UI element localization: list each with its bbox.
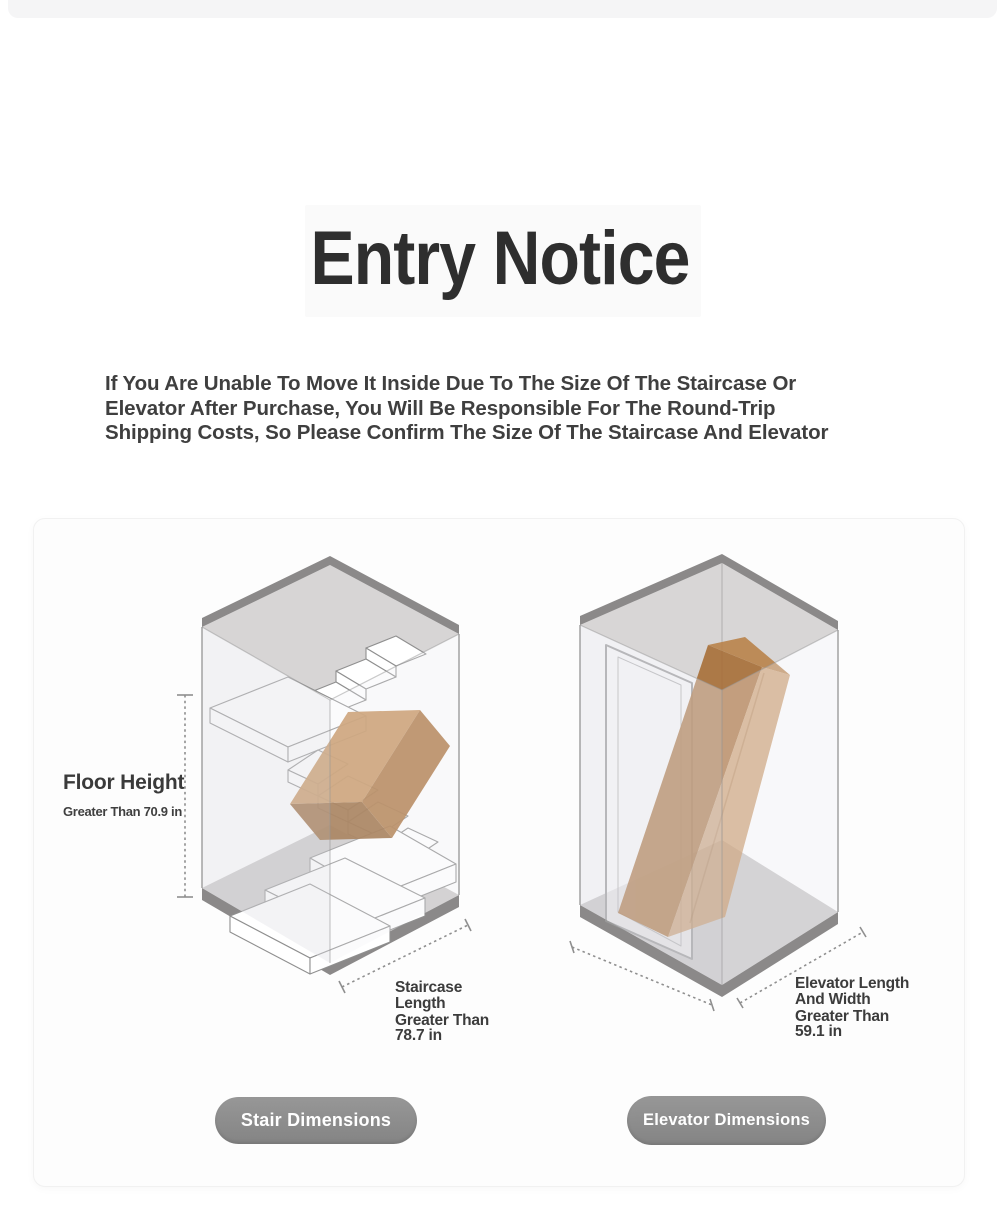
floor-height-label <box>63 771 213 819</box>
floor-height-value: Greater Than 70.9 in <box>63 804 182 819</box>
notice-line: If You Are Unable To Move It Inside Due To The Size Of The Staircase Or <box>105 372 797 395</box>
elevator-size-value-line: 59.1 in <box>795 1023 842 1040</box>
elevator-dimensions-button[interactable]: Elevator Dimensions <box>627 1096 826 1145</box>
top-strip <box>8 0 997 18</box>
staircase-length-title-line: Staircase <box>395 979 463 996</box>
elevator-size-label <box>795 976 909 1041</box>
staircase-length-value-line: Greater Than <box>395 1011 490 1029</box>
staircase-length-title-line: Length <box>395 994 446 1012</box>
notice-line: Shipping Costs, So Please Confirm The Size Of The Staircase And Elevator <box>105 421 829 445</box>
page-title: Entry Notice <box>310 216 690 301</box>
elevator-size-title-line: Elevator Length <box>795 975 910 992</box>
notice-line: Elevator After Purchase, You Will Be Responsible For The Round-Trip <box>105 396 776 420</box>
floor-height-title: Floor Height <box>63 771 185 794</box>
entry-notice-text <box>105 372 905 446</box>
elevator-illustration <box>540 545 970 1015</box>
staircase-length-label <box>395 980 489 1045</box>
elevator-size-value-line: Greater Than <box>795 1007 890 1025</box>
stair-dimensions-button[interactable]: Stair Dimensions <box>215 1097 417 1144</box>
elevator-size-title-line: And Width <box>795 990 871 1008</box>
staircase-length-value-line: 78.7 in <box>395 1027 442 1044</box>
